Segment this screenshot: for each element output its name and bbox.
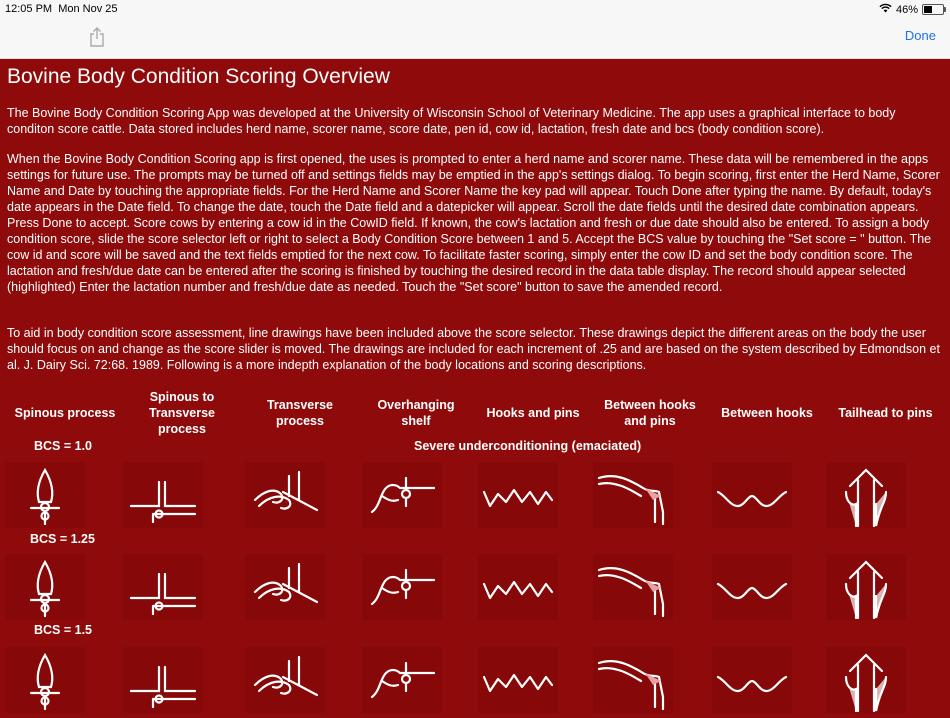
drawing-between-hooks-and-pins-bcs-1-0 [593, 462, 673, 528]
drawing-spinous-process-bcs-1-25 [5, 554, 85, 620]
battery-percent: 46% [895, 3, 918, 16]
navigation-bar [0, 18, 950, 59]
bcs-label-1-5: BCS = 1.5 [34, 623, 93, 637]
column-header-transverse-process: Transverse process [266, 398, 334, 428]
drawing-transverse-process-bcs-1-25 [245, 554, 325, 620]
overview-content [0, 59, 950, 712]
bcs-label-1-0: BCS = 1.0 [34, 439, 93, 453]
drawing-spinous-process-bcs-1-5 [5, 647, 85, 713]
drawing-spinous-to-transverse-bcs-1-5 [123, 647, 203, 713]
drawing-tailhead-to-pins-bcs-1-25 [826, 554, 906, 620]
drawing-between-hooks-bcs-1-5 [712, 647, 792, 713]
drawing-spinous-to-transverse-bcs-1-25 [123, 554, 203, 620]
drawing-transverse-process-bcs-1-5 [245, 647, 325, 713]
drawing-spinous-process-bcs-1-0 [5, 462, 85, 528]
drawing-tailhead-to-pins-bcs-1-5 [826, 647, 906, 713]
battery-icon [922, 4, 944, 15]
column-header-hooks-and-pins: Hooks and pins [486, 406, 580, 420]
drawing-transverse-process-bcs-1-0 [245, 462, 325, 528]
drawing-hooks-and-pins-bcs-1-0 [478, 462, 558, 528]
drawing-hooks-and-pins-bcs-1-25 [478, 554, 558, 620]
drawing-between-hooks-and-pins-bcs-1-25 [593, 554, 673, 620]
column-header-spinous-to-transverse: Spinous to Transverse process [148, 390, 216, 436]
column-header-between-hooks-and-pins: Between hooks and pins [604, 398, 696, 428]
status-right [879, 3, 944, 16]
drawing-overhanging-shelf-bcs-1-25 [362, 554, 442, 620]
status-bar [0, 0, 950, 18]
page-title: Bovine Body Condition Scoring Overview [7, 65, 390, 88]
intro-paragraph: The Bovine Body Condition Scoring App was developed at the University of Wisconsin School of Veterinary Medicine. The app uses a graphical interface to body conditon score cattle. Data stored includes herd name, scorer name, score date, pen id, cow id, lactation, fresh date and bcs (body condition score). [7, 106, 896, 136]
drawing-overhanging-shelf-bcs-1-0 [362, 462, 442, 528]
drawing-spinous-to-transverse-bcs-1-0 [123, 462, 203, 528]
bcs-label-1-25: BCS = 1.25 [30, 532, 95, 546]
column-header-tailhead-to-pins: Tailhead to pins [838, 406, 933, 420]
done-button[interactable]: Done [904, 28, 936, 43]
drawing-between-hooks-bcs-1-0 [712, 462, 792, 528]
column-header-overhanging-shelf: Overhanging shelf [377, 398, 455, 428]
share-icon[interactable] [89, 26, 105, 48]
column-header-spinous-process: Spinous process [14, 406, 116, 420]
column-header-between-hooks: Between hooks [721, 406, 813, 420]
drawing-between-hooks-bcs-1-25 [712, 554, 792, 620]
drawing-overhanging-shelf-bcs-1-5 [362, 647, 442, 713]
wifi-icon [879, 3, 892, 16]
condition-description: Severe underconditioning (emaciated) [414, 439, 642, 453]
drawing-hooks-and-pins-bcs-1-5 [478, 647, 558, 713]
instructions-paragraph: When the Bovine Body Condition Scoring app is first opened, the uses is prompted to enter a herd name and scorer name. These data will be remembered in the apps settings for future use. The prompts may be turned off and settings fields may be emptied in the app's settings dialog. To begin scoring, first enter the Herd Name, Scorer Name and Date by touching the appropriate fields. For the Herd Name and Scorer Name the key pad will appear. Touch Done after typing the name. By default, today's date appears in the Date field. To change the date, touch the Date field and a datepicker will appear. Scroll the date fields until the desired date combination appears. Press Done to accept. Score cows by entering a cow id in the CowID field. If known, the cow's lactation and fresh or due date should also be entered. To assign a body condition score, slide the score selector left or right to select a Body Condition Score between 1 and 5. Accept the BCS value by touching the "Set score = " button. The cow id and score will be saved and the text fields emptied for the next cow. To facilitate faster scoring, simply enter the cow ID and set the body condition score. The lactation and fresh/due date can be entered after the scoring is finished by touching the desired record in the data table display. The record should appear selected (highlighted) Enter the lactation number and fresh/due date as needed. Touch the "Set score" button to save the amended record. [7, 152, 940, 294]
drawings-paragraph: To aid in body condition score assessment, line drawings have been included above the score selector. These drawings depict the different areas on the body the user should focus on and change as the score slider is moved. The drawings are included for each increment of .25 and are based on the system described by Edmondson et al. J. Dairy Sci. 72:68. 1989. Following is a more indepth explanation of the body locations and scoring descriptions. [7, 326, 940, 372]
drawing-tailhead-to-pins-bcs-1-0 [826, 462, 906, 528]
status-time-date: 12:05 PM Mon Nov 25 [5, 3, 118, 15]
drawing-between-hooks-and-pins-bcs-1-5 [593, 647, 673, 713]
